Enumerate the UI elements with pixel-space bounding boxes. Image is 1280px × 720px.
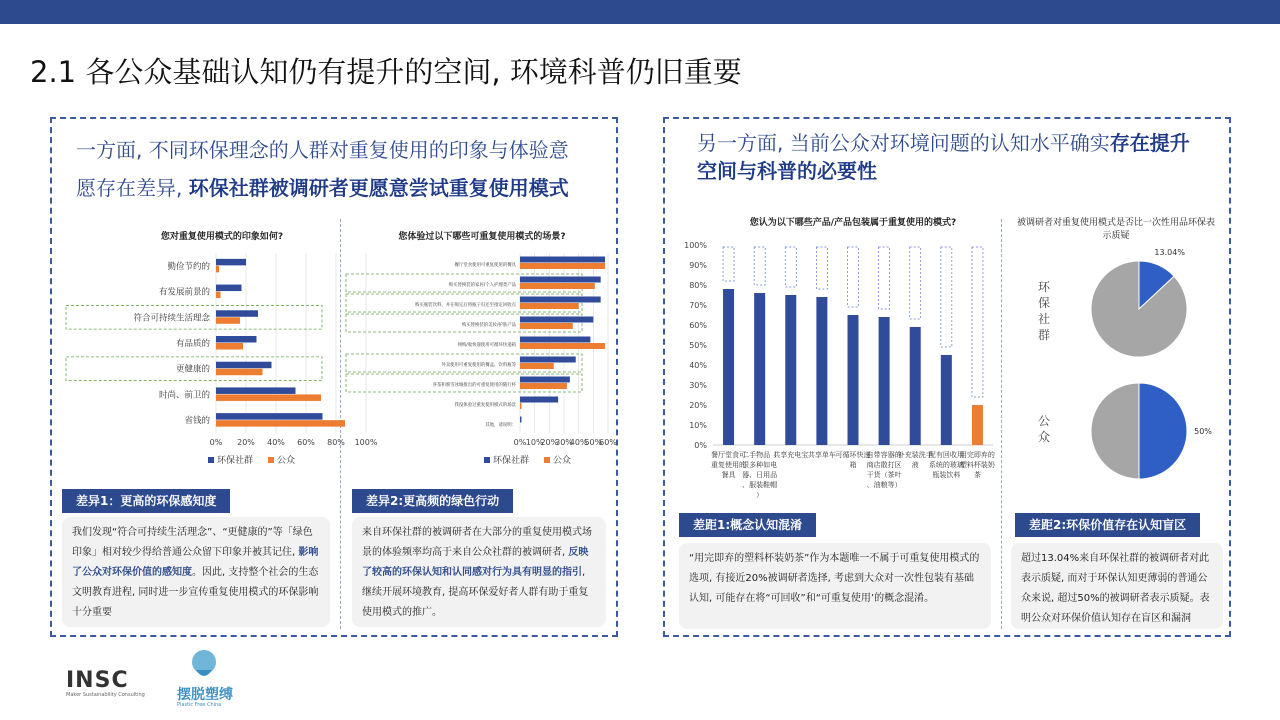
note-diff2-text1: 来自环保社群的被调研者在大部分的重复使用模式场景的体验频率均高于来自公众社群的被调研者,	[362, 527, 592, 558]
bar-env	[216, 310, 258, 317]
bar-public	[520, 283, 595, 289]
legend-label: 公众	[553, 456, 572, 466]
bar-remainder-8	[972, 247, 983, 397]
category-label: 有品质的	[175, 339, 210, 349]
bar-public	[520, 303, 579, 309]
pfc-logo-text: 摆脱塑缚	[177, 687, 233, 703]
bar-public	[216, 420, 345, 427]
insc-logo-sub: Maker Sustainability Consulting	[66, 692, 145, 698]
bar-reuse-1	[754, 293, 765, 445]
bar-env	[216, 413, 323, 420]
bar-env	[216, 259, 246, 266]
chart3-title: 您认为以下哪些产品/产品包装属于重复使用的模式?	[749, 218, 957, 228]
bar-env	[216, 336, 257, 343]
x-category-label: 茶	[973, 471, 981, 479]
right-headline-plain: 另一方面, 当前公众对环境问题的认知水平确实	[697, 131, 1110, 155]
category-label: 外卖使用可重复使用的餐盒、饮料瓶等	[441, 363, 516, 368]
x-tick-label: 10%	[525, 438, 544, 447]
left-headline-bold: 环保社群被调研者更愿意尝试重复使用模式	[188, 176, 569, 200]
tag-diff2: 差异2:更高频的绿色行动	[352, 489, 513, 513]
x-category-label: 干货（茶叶	[866, 471, 902, 479]
x-tick-label: 0%	[513, 438, 527, 447]
page-title: 2.1 各公众基础认知仍有提升的空间, 环境科普仍旧重要	[30, 55, 742, 89]
x-category-label: 系统的玻璃	[928, 461, 964, 469]
bar-reuse-3	[816, 297, 827, 445]
bar-env	[520, 417, 521, 423]
x-category-label: 自带容器的	[866, 451, 902, 459]
category-label: 购买替换装的美妆/护肤产品	[461, 323, 516, 328]
x-category-label: 餐具	[721, 471, 736, 479]
bar-env	[520, 357, 576, 363]
x-tick-label: 20%	[237, 438, 255, 447]
right-divider	[1001, 219, 1002, 629]
category-label: 我没体验过重复使用模式的场景	[454, 403, 516, 408]
chart-impression	[58, 247, 378, 487]
category-label: 有发展前景的	[158, 287, 210, 298]
x-category-label: 二手物品（	[742, 451, 778, 459]
y-tick-label: 80%	[689, 281, 707, 290]
bar-reuse-6	[910, 327, 921, 445]
x-tick-label: 60%	[297, 438, 315, 447]
bar-public	[520, 383, 567, 389]
chart4-title: 被调研者对重复使用模式是否比一次性用品环保表示质疑	[1016, 218, 1215, 241]
y-tick-label: 10%	[689, 421, 707, 430]
x-category-label: 补充装洗手	[897, 451, 933, 459]
x-tick-label: 40%	[267, 438, 285, 447]
x-category-label: 可循环快递	[835, 451, 871, 459]
pie-label-env: 环保社群	[1037, 280, 1050, 342]
bar-remainder-6	[910, 247, 921, 319]
bar-env	[520, 377, 570, 383]
right-headline	[697, 129, 1227, 185]
category-label: 网购/收快递使用可循环快递箱	[457, 343, 516, 348]
bar-env	[520, 297, 601, 303]
x-category-label: 器、日用品	[742, 471, 778, 479]
note-diff1	[62, 517, 330, 627]
legend-label: 公众	[277, 456, 296, 466]
y-tick-label: 90%	[689, 261, 707, 270]
y-tick-label: 30%	[689, 381, 707, 390]
left-panel	[50, 117, 618, 637]
bar-remainder-0	[723, 247, 734, 281]
bar-env	[520, 277, 601, 283]
x-category-label: 重复使用的	[711, 461, 747, 469]
x-tick-label: 50%	[584, 438, 603, 447]
x-category-label: 用完即弃的	[959, 451, 995, 459]
legend-swatch	[484, 457, 490, 463]
right-panel	[663, 117, 1231, 637]
tag-gap2: 差距2:环保价值存在认知盲区	[1015, 513, 1200, 537]
pie-slice-doubt	[1139, 383, 1187, 479]
chart2-title: 您体验过以下哪些可重复使用模式的场景?	[398, 232, 566, 242]
bar-env	[216, 285, 242, 292]
bar-env	[216, 387, 296, 394]
x-tick-label: 30%	[555, 438, 573, 447]
top-banner	[0, 0, 1280, 24]
bar-reuse-5	[879, 317, 890, 445]
category-label: 购买替换装的家居/个人护理类产品	[448, 283, 516, 288]
category-label: 喜茶和蜜雪冰城推出的可重复使用的随行杯	[432, 383, 516, 388]
bar-public	[216, 394, 321, 401]
bar-public	[520, 363, 554, 369]
note-diff1-text1: 我们发现“符合可持续生活理念”、“更健康的”等「绿色印象」相对较少得给普通公众留下印象并被其记住,	[72, 527, 313, 558]
note-gap1: “用完即弃的塑料杯装奶茶”作为本题唯一不属于可重复使用模式的选项, 有接近20%被调研者选择, 考虑到大众对一次性包装有基础认知, 可能存在将“可回收”和“可重复使用’的概念混淆。	[679, 543, 991, 629]
x-tick-label: 40%	[569, 438, 588, 447]
x-category-label: 配有回收用	[928, 451, 964, 459]
x-category-label: 很多种如电	[742, 461, 778, 469]
x-category-label: 共享单车	[807, 451, 836, 459]
legend-label: 环保社群	[217, 456, 254, 466]
bar-public	[520, 323, 573, 329]
left-headline	[76, 131, 606, 207]
x-tick-label: 0%	[209, 438, 223, 447]
pie-slice-rest	[1091, 383, 1139, 479]
right-headline-bold2: 空间与科普的必要性	[697, 159, 877, 183]
bar-remainder-2	[785, 247, 796, 287]
note-gap2: 超过13.04%来自环保社群的被调研者对此表示质疑, 而对于环保认知更薄弱的普通公众来说, 超过50%的被调研者表示质疑。表明公众对环保价值认知存在盲区和漏洞	[1011, 543, 1223, 629]
left-headline-plain: 愿存在差异,	[76, 176, 189, 200]
bar-remainder-3	[816, 247, 827, 289]
x-category-label: 、油粮等）	[866, 481, 902, 489]
legend-swatch	[208, 457, 214, 463]
y-tick-label: 50%	[689, 341, 707, 350]
bar-reuse-8	[972, 405, 983, 445]
x-category-label: 共享充电宝	[773, 451, 809, 459]
bar-public	[520, 263, 605, 269]
y-tick-label: 100%	[684, 241, 707, 250]
bar-env	[216, 362, 272, 369]
bar-public	[216, 317, 240, 324]
insc-logo: INSC	[66, 668, 129, 693]
bar-public	[216, 343, 243, 350]
x-category-label: 塑料杯装奶	[959, 461, 995, 469]
note-diff1-bold: 影响了公众对环保价值的感知度	[72, 547, 319, 578]
category-label: 时尚、前卫的	[158, 390, 210, 401]
left-headline-line1: 一方面, 不同环保理念的人群对重复使用的印象与体验意	[76, 138, 569, 162]
note-diff2-bold: 反映了较高的环保认知和认同感对行为具有明显的指引	[362, 547, 589, 578]
x-category-label: 商店散打区	[866, 461, 902, 469]
bar-public	[216, 266, 219, 273]
bar-env	[520, 257, 605, 263]
x-category-label: 液	[911, 461, 919, 469]
bar-env	[520, 337, 590, 343]
chart-reuse-perception	[669, 229, 999, 509]
tag-gap1: 差距1:概念认知混淆	[679, 513, 816, 537]
category-label: 符合可持续生活理念	[133, 313, 210, 324]
left-headline-line2	[76, 169, 606, 207]
bar-public	[520, 403, 521, 409]
note-diff2	[352, 517, 606, 627]
category-label: 餐厅堂食使用可重复使用的餐具	[454, 263, 516, 268]
legend-swatch	[268, 457, 274, 463]
tag-diff1: 差异1：更高的环保感知度	[62, 489, 230, 513]
legend-swatch	[544, 457, 550, 463]
pie-slice-label: 13.04%	[1154, 248, 1185, 258]
y-tick-label: 70%	[689, 301, 707, 310]
bar-remainder-1	[754, 247, 765, 285]
bar-public	[216, 369, 263, 376]
y-tick-label: 0%	[694, 441, 707, 450]
bar-public	[520, 343, 605, 349]
category-label: 购买瓶装饮料，并在喝完后将瓶子归还至指定回收点	[415, 303, 516, 308]
bar-reuse-4	[848, 315, 859, 445]
x-category-label: 瓶装饮料	[932, 471, 961, 479]
x-tick-label: 80%	[327, 438, 345, 447]
bar-env	[520, 317, 593, 323]
legend-label: 环保社群	[493, 456, 530, 466]
note-diff2-text2: , 继续开展环境教育, 提高环保爱好者人群有助于重复使用模式的推广。	[362, 567, 589, 618]
chart-scenarios	[344, 247, 616, 487]
category-label: 省钱的	[184, 416, 210, 427]
x-tick-label: 100%	[354, 438, 378, 447]
bar-env	[520, 397, 558, 403]
category-label: 更健康的	[175, 364, 210, 375]
bar-remainder-5	[879, 247, 890, 309]
category-label: 勤俭节约的	[167, 261, 210, 272]
right-headline-bold1: 存在提升	[1109, 131, 1190, 155]
bar-remainder-7	[941, 247, 952, 347]
x-category-label: ）	[756, 491, 764, 499]
bar-remainder-4	[848, 247, 859, 307]
category-label: 其他，请说明：	[485, 423, 516, 428]
x-tick-label: 60%	[599, 438, 617, 447]
bar-reuse-2	[785, 295, 796, 445]
y-tick-label: 40%	[689, 361, 707, 370]
chart1-title: 您对重复使用模式的印象如何?	[160, 232, 284, 242]
x-category-label: 餐厅堂食可	[711, 451, 747, 459]
bar-reuse-7	[941, 355, 952, 445]
x-category-label: 、服装鞋帽	[742, 481, 778, 489]
pie-label-pub: 公众	[1037, 414, 1050, 444]
bar-public	[216, 292, 221, 299]
pie-slice-label: 50%	[1194, 427, 1212, 436]
y-tick-label: 60%	[689, 321, 707, 330]
x-tick-label: 20%	[540, 438, 559, 447]
y-tick-label: 20%	[689, 401, 707, 410]
x-category-label: 箱	[849, 461, 857, 469]
note-diff1-text2: 。因此, 支持整个社会的生态文明教育进程, 同时进一步宣传重复使用模式的环保影响十分重要	[72, 567, 319, 618]
plastic-free-china-logo-icon	[190, 648, 218, 682]
bar-reuse-0	[723, 289, 734, 445]
pfc-logo-sub: Plastic Free China	[177, 702, 222, 708]
